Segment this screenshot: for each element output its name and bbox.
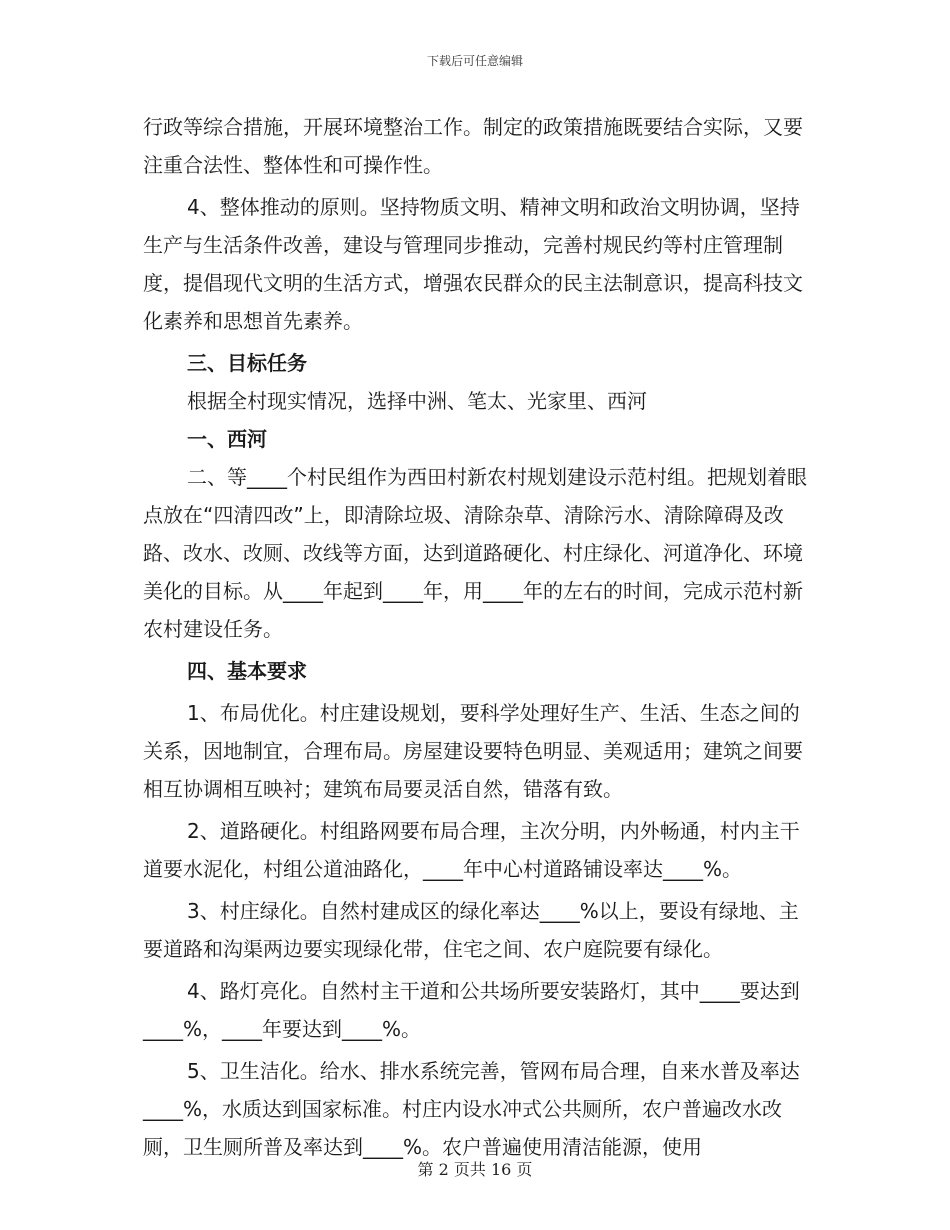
paragraph-road-hardening: 2、道路硬化。村组路网要布局合理，主次分明，内外畅通，村内主干道要水泥化，村组公道油路化，____年中心村道路铺设率达____%。	[143, 819, 800, 881]
subheading-xihe: 一、西河	[187, 427, 267, 451]
paragraph-village-selection: 根据全村现实情况，选择中洲、笔太、光家里、西河	[187, 389, 647, 413]
paragraph-village-greening: 3、村庄绿化。自然村建成区的绿化率达____%以上，要设有绿地、主要道路和沟渠两边要实现绿化带，住宅之间、农户庭院要有绿化。	[143, 899, 799, 961]
document-body	[143, 108, 808, 1166]
paragraph-continuation: 行政等综合措施，开展环境整治工作。制定的政策措施既要结合实际，又要注重合法性、整体性和可操作性。	[143, 115, 803, 177]
section-heading-requirements: 四、基本要求	[187, 659, 307, 683]
paragraph-demonstration-groups: 二、等____个村民组作为西田村新农村规划建设示范村组。把规划着眼点放在“四清四改”上，即清除垃圾、清除杂草、清除污水、清除障碍及改路、改水、改厕、改线等方面，达到道路硬化、村庄绿化、河道净化、环境美化的目标。从____年起到____年，用____年的左右的时间，完成示范村新农村建设任务。	[143, 465, 807, 641]
page-footer: 第 2 页共 16 页	[417, 1160, 533, 1179]
paragraph-street-lighting: 4、路灯亮化。自然村主干道和公共场所要安装路灯，其中____要达到____%，____年要达到____%。	[143, 979, 800, 1041]
page-header: 下载后可任意编辑	[426, 54, 523, 68]
section-heading-goals: 三、目标任务	[187, 351, 307, 375]
paragraph-sanitation: 5、卫生洁化。给水、排水系统完善，管网布局合理，自来水普及率达____%，水质达到国家标准。村庄内设水冲式公共厕所，农户普遍改水改厕，卫生厕所普及率达到____%。农户普遍使用清洁能源，使用	[143, 1059, 800, 1159]
paragraph-principle-4: 4、整体推动的原则。坚持物质文明、精神文明和政治文明协调，坚持生产与生活条件改善，建设与管理同步推动，完善村规民约等村庄管理制度，提倡现代文明的生活方式，增强农民群众的民主法制意识，提高科技文化素养和思想首先素养。	[143, 195, 803, 333]
paragraph-layout-optimization: 1、布局优化。村庄建设规划，要科学处理好生产、生活、生态之间的关系，因地制宜，合理布局。房屋建设要特色明显、美观适用；建筑之间要相互协调相互映衬；建筑布局要灵活自然，错落有致。	[143, 701, 803, 801]
